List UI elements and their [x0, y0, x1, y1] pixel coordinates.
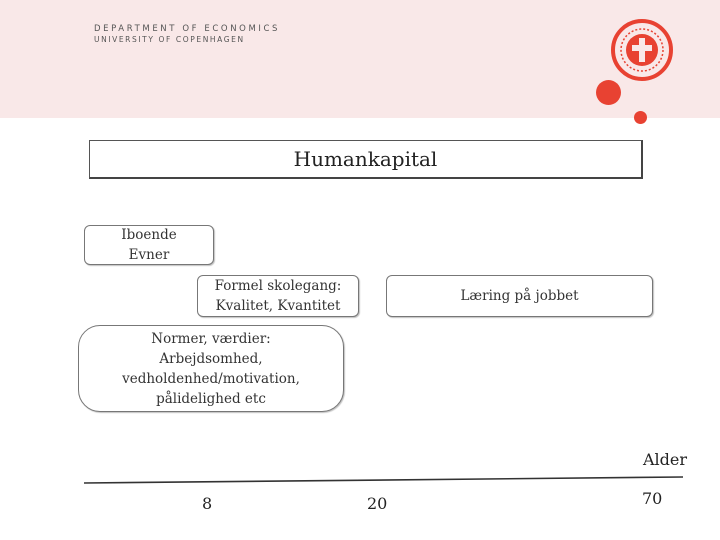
university-name: UNIVERSITY OF COPENHAGEN — [94, 35, 245, 44]
axis-label-alder: Alder — [643, 450, 688, 469]
age-axis-line — [84, 477, 683, 483]
department-name: DEPARTMENT OF ECONOMICS — [94, 24, 281, 34]
box-normer-text: Normer, værdier: Arbejdsomhed, vedholdenhed/motivation, pålidelighed etc — [122, 330, 300, 407]
box-laering-text: Læring på jobbet — [460, 288, 579, 304]
box-formel-text: Formel skolegang: Kvalitet, Kvantitet — [214, 278, 342, 314]
box-iboende-text: Iboende Evner — [121, 227, 177, 263]
axis-tick-20: 20 — [367, 494, 388, 513]
axis-tick-8: 8 — [202, 494, 213, 513]
axis-tick-70: 70 — [642, 489, 663, 508]
diagram-title: Humankapital — [293, 147, 438, 171]
